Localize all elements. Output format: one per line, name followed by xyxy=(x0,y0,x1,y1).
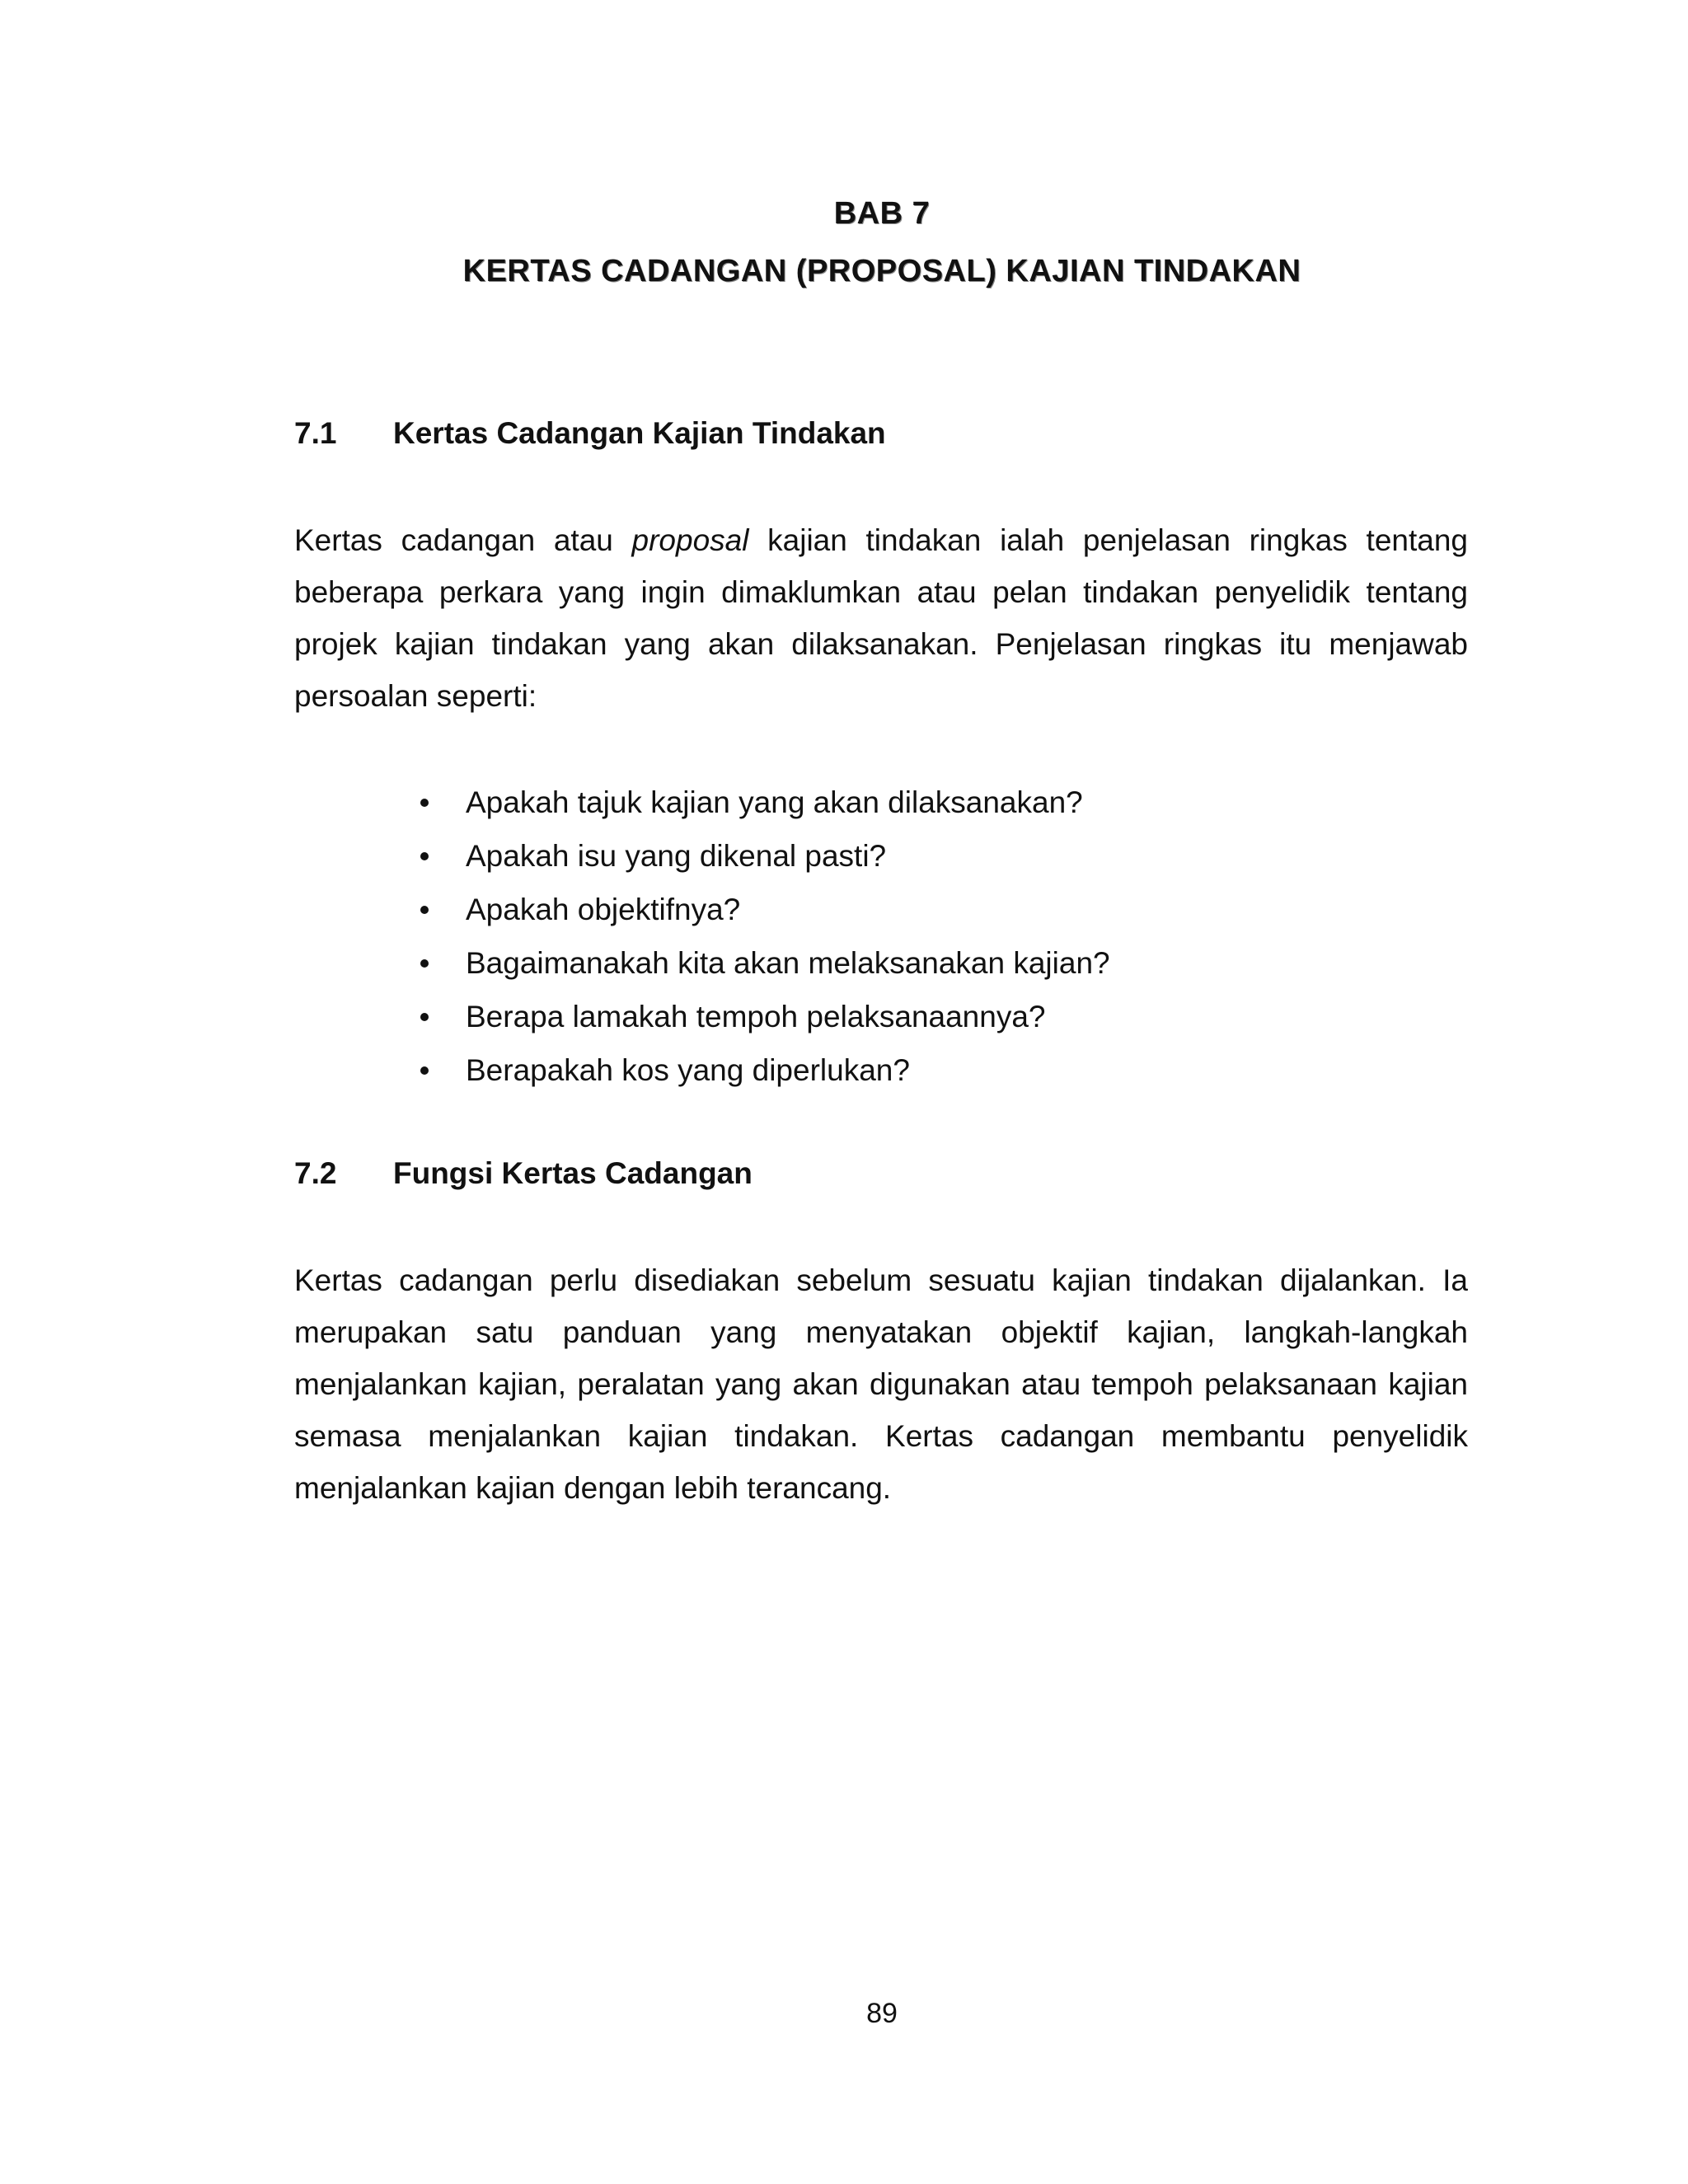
text-run: kajian tindakan ialah penjelasan ringkas tentang xyxy=(748,523,1468,557)
bullet-icon xyxy=(420,799,429,807)
list-item xyxy=(412,776,1110,829)
list-item xyxy=(412,883,1110,936)
bullet-icon xyxy=(420,906,429,914)
paragraph-line: Kertas cadangan perlu disediakan sebelum sesuatu kajian tindakan dijalankan. Ia xyxy=(294,1263,1468,1297)
question-list xyxy=(412,776,1110,1097)
section-number: 7.2 xyxy=(294,1156,337,1190)
paragraph-line xyxy=(294,514,1468,566)
section-heading-7-2 xyxy=(294,1156,753,1191)
paragraph-line: menjalankan kajian dengan lebih terancang. xyxy=(294,1471,892,1505)
section-7-1-paragraph xyxy=(294,514,1468,722)
paragraph-line: persoalan seperti: xyxy=(294,679,537,713)
paragraph-line: projek kajian tindakan yang akan dilaksanakan. Penjelasan ringkas itu menjawab xyxy=(294,627,1468,661)
list-item xyxy=(412,1043,1110,1097)
chapter-title: KERTAS CADANGAN (PROPOSAL) KAJIAN TINDAKAN xyxy=(462,254,1301,288)
paragraph-line: beberapa perkara yang ingin dimaklumkan atau pelan tindakan penyelidik tentang xyxy=(294,575,1468,609)
paragraph-line: menjalankan kajian, peralatan yang akan digunakan atau tempoh pelaksanaan kajian xyxy=(294,1367,1468,1401)
paragraph-line: merupakan satu panduan yang menyatakan objektif kajian, langkah-langkah xyxy=(294,1315,1468,1349)
section-title: Kertas Cadangan Kajian Tindakan xyxy=(393,416,886,450)
list-item xyxy=(412,936,1110,990)
section-heading-7-1 xyxy=(294,416,886,451)
list-item-text: Berapa lamakah tempoh pelaksanaannya? xyxy=(466,1000,1046,1033)
section-number: 7.1 xyxy=(294,416,337,450)
bullet-icon xyxy=(420,1066,429,1075)
chapter-number: BAB 7 xyxy=(833,196,931,231)
page-number: 89 xyxy=(866,1998,898,2029)
paragraph-line: semasa menjalankan kajian tindakan. Kertas cadangan membantu penyelidik xyxy=(294,1419,1468,1453)
list-item xyxy=(412,829,1110,883)
italic-term: proposal xyxy=(631,523,749,557)
list-item-text: Bagaimanakah kita akan melaksanakan kajian? xyxy=(466,946,1110,980)
bullet-icon xyxy=(420,959,429,968)
list-item-text: Berapakah kos yang diperlukan? xyxy=(466,1053,910,1087)
list-item-text: Apakah tajuk kajian yang akan dilaksanakan? xyxy=(466,785,1083,819)
bullet-icon xyxy=(420,1013,429,1021)
text-run: Kertas cadangan atau xyxy=(294,523,632,557)
list-item xyxy=(412,990,1110,1043)
list-item-text: Apakah objektifnya? xyxy=(466,893,741,926)
section-7-2-paragraph xyxy=(294,1254,1468,1514)
section-title: Fungsi Kertas Cadangan xyxy=(393,1156,753,1190)
bullet-icon xyxy=(420,852,429,860)
list-item-text: Apakah isu yang dikenal pasti? xyxy=(466,839,887,873)
